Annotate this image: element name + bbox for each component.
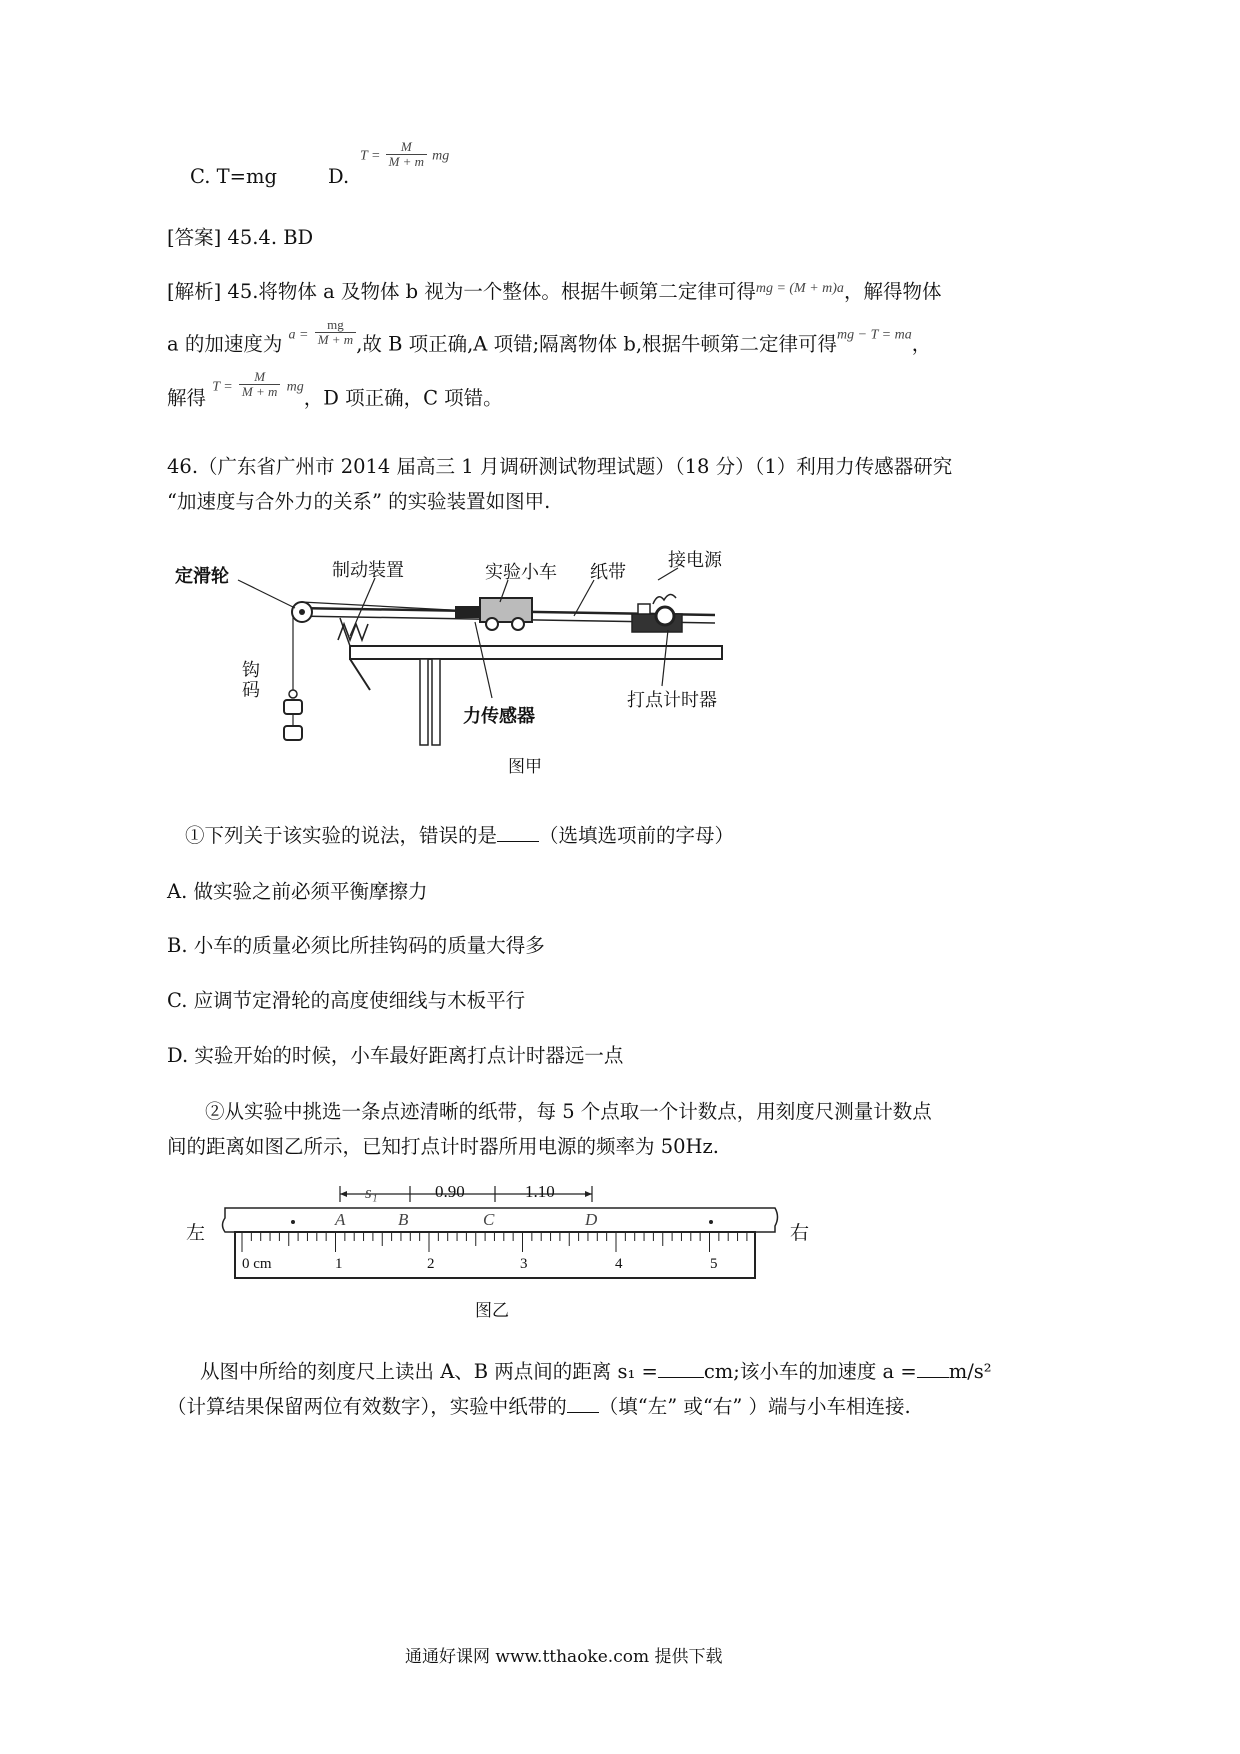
label-brake: 制动装置 xyxy=(332,560,404,581)
tick-label-4: 4 xyxy=(615,1256,623,1272)
analysis-text: ,故 B 项正确,A 项错;隔离物体 b,根据牛顿第二定律可得 xyxy=(356,332,838,356)
analysis-text: ， xyxy=(911,332,932,356)
label-pulley: 定滑轮 xyxy=(175,566,229,587)
ruler-drawing xyxy=(180,1180,820,1290)
part1-text: ①下列关于该实验的说法，错误的是 xyxy=(185,824,498,847)
analysis-text: ，D 项正确，C 项错。 xyxy=(303,386,503,410)
option-d xyxy=(328,165,349,188)
table-leg xyxy=(420,659,428,745)
tick-label-0: 0 cm xyxy=(242,1256,272,1272)
analysis-text: 解得 xyxy=(167,386,207,410)
page-footer: 通通好课网 www.tthaoke.com 提供下载 xyxy=(405,1647,723,1667)
option-b: B. 小车的质量必须比所挂钩码的质量大得多 xyxy=(167,934,545,957)
part1-text-tail: （选填选项前的字母） xyxy=(539,824,735,847)
figure-tape-ruler xyxy=(180,1180,820,1320)
formula-fraction xyxy=(315,318,357,348)
formula-denominator: M + m xyxy=(386,154,428,169)
label-power: 接电源 xyxy=(668,550,722,571)
formula-lhs: a = xyxy=(288,327,309,343)
tick-label-1: 1 xyxy=(335,1256,343,1272)
point-c-label: C xyxy=(483,1210,495,1229)
tape-right-label: 右 xyxy=(790,1222,810,1244)
tick-label-2: 2 xyxy=(427,1256,435,1272)
power-wire xyxy=(653,594,676,604)
answer-blank[interactable] xyxy=(497,841,539,842)
answer-line: [答案] 45.4. BD xyxy=(167,226,314,249)
option-c: C. T=mg xyxy=(190,165,277,188)
label-timer: 打点计时器 xyxy=(627,690,717,711)
s1-blank[interactable] xyxy=(658,1377,704,1378)
formula-denominator: M + m xyxy=(239,384,281,399)
table-leg xyxy=(432,659,440,745)
point-b-label: B xyxy=(398,1210,409,1229)
end-blank[interactable] xyxy=(567,1412,599,1413)
final-text: 从图中所给的刻度尺上读出 A、B 两点间的距离 s₁ = xyxy=(200,1360,658,1383)
part2-line-1: ②从实验中挑选一条点迹清晰的纸带，每 5 个点取一个计数点，用刻度尺测量计数点 xyxy=(205,1100,932,1123)
brake-device xyxy=(338,624,368,640)
distance-2-label: 1.10 xyxy=(525,1182,555,1201)
analysis-line-3 xyxy=(167,370,503,410)
tick-label-3: 3 xyxy=(520,1256,528,1272)
formula-numerator: M xyxy=(254,369,266,384)
point-d-label: D xyxy=(585,1210,598,1229)
analysis-line-1 xyxy=(167,276,941,304)
s1-label: s₁ xyxy=(365,1183,378,1202)
formula-fraction xyxy=(239,370,281,400)
formula-tail: mg xyxy=(286,379,304,395)
part2-line-2: 间的距离如图乙所示，已知打点计时器所用电源的频率为 50Hz. xyxy=(167,1135,719,1158)
option-d-formula xyxy=(360,140,449,170)
final-text: cm;该小车的加速度 a = xyxy=(703,1360,917,1383)
tick-label-5: 5 xyxy=(710,1256,718,1272)
final-text: m/s² xyxy=(948,1360,992,1383)
figure-a-caption: 图甲 xyxy=(508,757,542,777)
distance-1-label: 0.90 xyxy=(435,1182,465,1201)
part1-question xyxy=(185,820,734,848)
ruler xyxy=(235,1232,755,1278)
formula-tail: mg xyxy=(432,148,450,164)
tape-dot xyxy=(709,1220,713,1224)
tape-dot xyxy=(291,1220,295,1224)
tape-left-label: 左 xyxy=(186,1222,206,1244)
label-cart: 实验小车 xyxy=(485,562,557,583)
option-a: A. 做实验之前必须平衡摩擦力 xyxy=(167,880,428,903)
figure-b-caption: 图乙 xyxy=(475,1301,509,1321)
final-text: （计算结果保留两位有效数字），实验中纸带的 xyxy=(167,1395,567,1418)
formula-lhs: T = xyxy=(360,148,381,164)
option-d: D. 实验开始的时候，小车最好距离打点计时器远一点 xyxy=(167,1044,624,1067)
formula-numerator: M xyxy=(400,139,412,154)
weight xyxy=(284,700,302,714)
paper-tape xyxy=(223,1208,778,1232)
formula-lhs: T = xyxy=(212,379,233,395)
force-sensor xyxy=(455,606,481,618)
label-hook-2: 码 xyxy=(242,680,260,701)
analysis-line-2 xyxy=(167,318,931,356)
analysis-text: [解析] 45.将物体 a 及物体 b 视为一个整体。根据牛顿第二定律可得 xyxy=(167,280,756,303)
label-hook-1: 钩 xyxy=(242,660,260,681)
final-line-1 xyxy=(200,1356,992,1384)
q46-line-1: 46.（广东省广州市 2014 届高三 1 月调研测试物理试题）（18 分）（1）利用力传感器研究 xyxy=(167,455,953,478)
option-c: C. 应调节定滑轮的高度使细线与木板平行 xyxy=(167,989,526,1012)
analysis-text: ，解得物体 xyxy=(843,280,942,303)
analysis-text: a 的加速度为 xyxy=(167,332,283,356)
option-d-label: D. xyxy=(328,165,350,188)
formula-fraction xyxy=(386,140,428,170)
formula-numerator: mg xyxy=(327,317,344,332)
label-tape: 纸带 xyxy=(590,562,626,583)
formula-denominator: M + m xyxy=(315,332,357,347)
hook xyxy=(289,690,297,698)
analysis-formula: mg = (M + m)a xyxy=(755,281,844,296)
final-line-2 xyxy=(167,1391,911,1419)
point-a-label: A xyxy=(335,1210,346,1229)
figure-apparatus xyxy=(170,540,730,780)
analysis-formula: mg − T = ma xyxy=(837,327,912,343)
label-sensor: 力传感器 xyxy=(463,706,535,727)
acceleration-blank[interactable] xyxy=(917,1377,949,1378)
q46-line-2: “加速度与合外力的关系” 的实验装置如图甲. xyxy=(167,490,551,513)
weight xyxy=(284,726,302,740)
final-text: （填“左” 或“右” ）端与小车相连接. xyxy=(598,1395,911,1418)
